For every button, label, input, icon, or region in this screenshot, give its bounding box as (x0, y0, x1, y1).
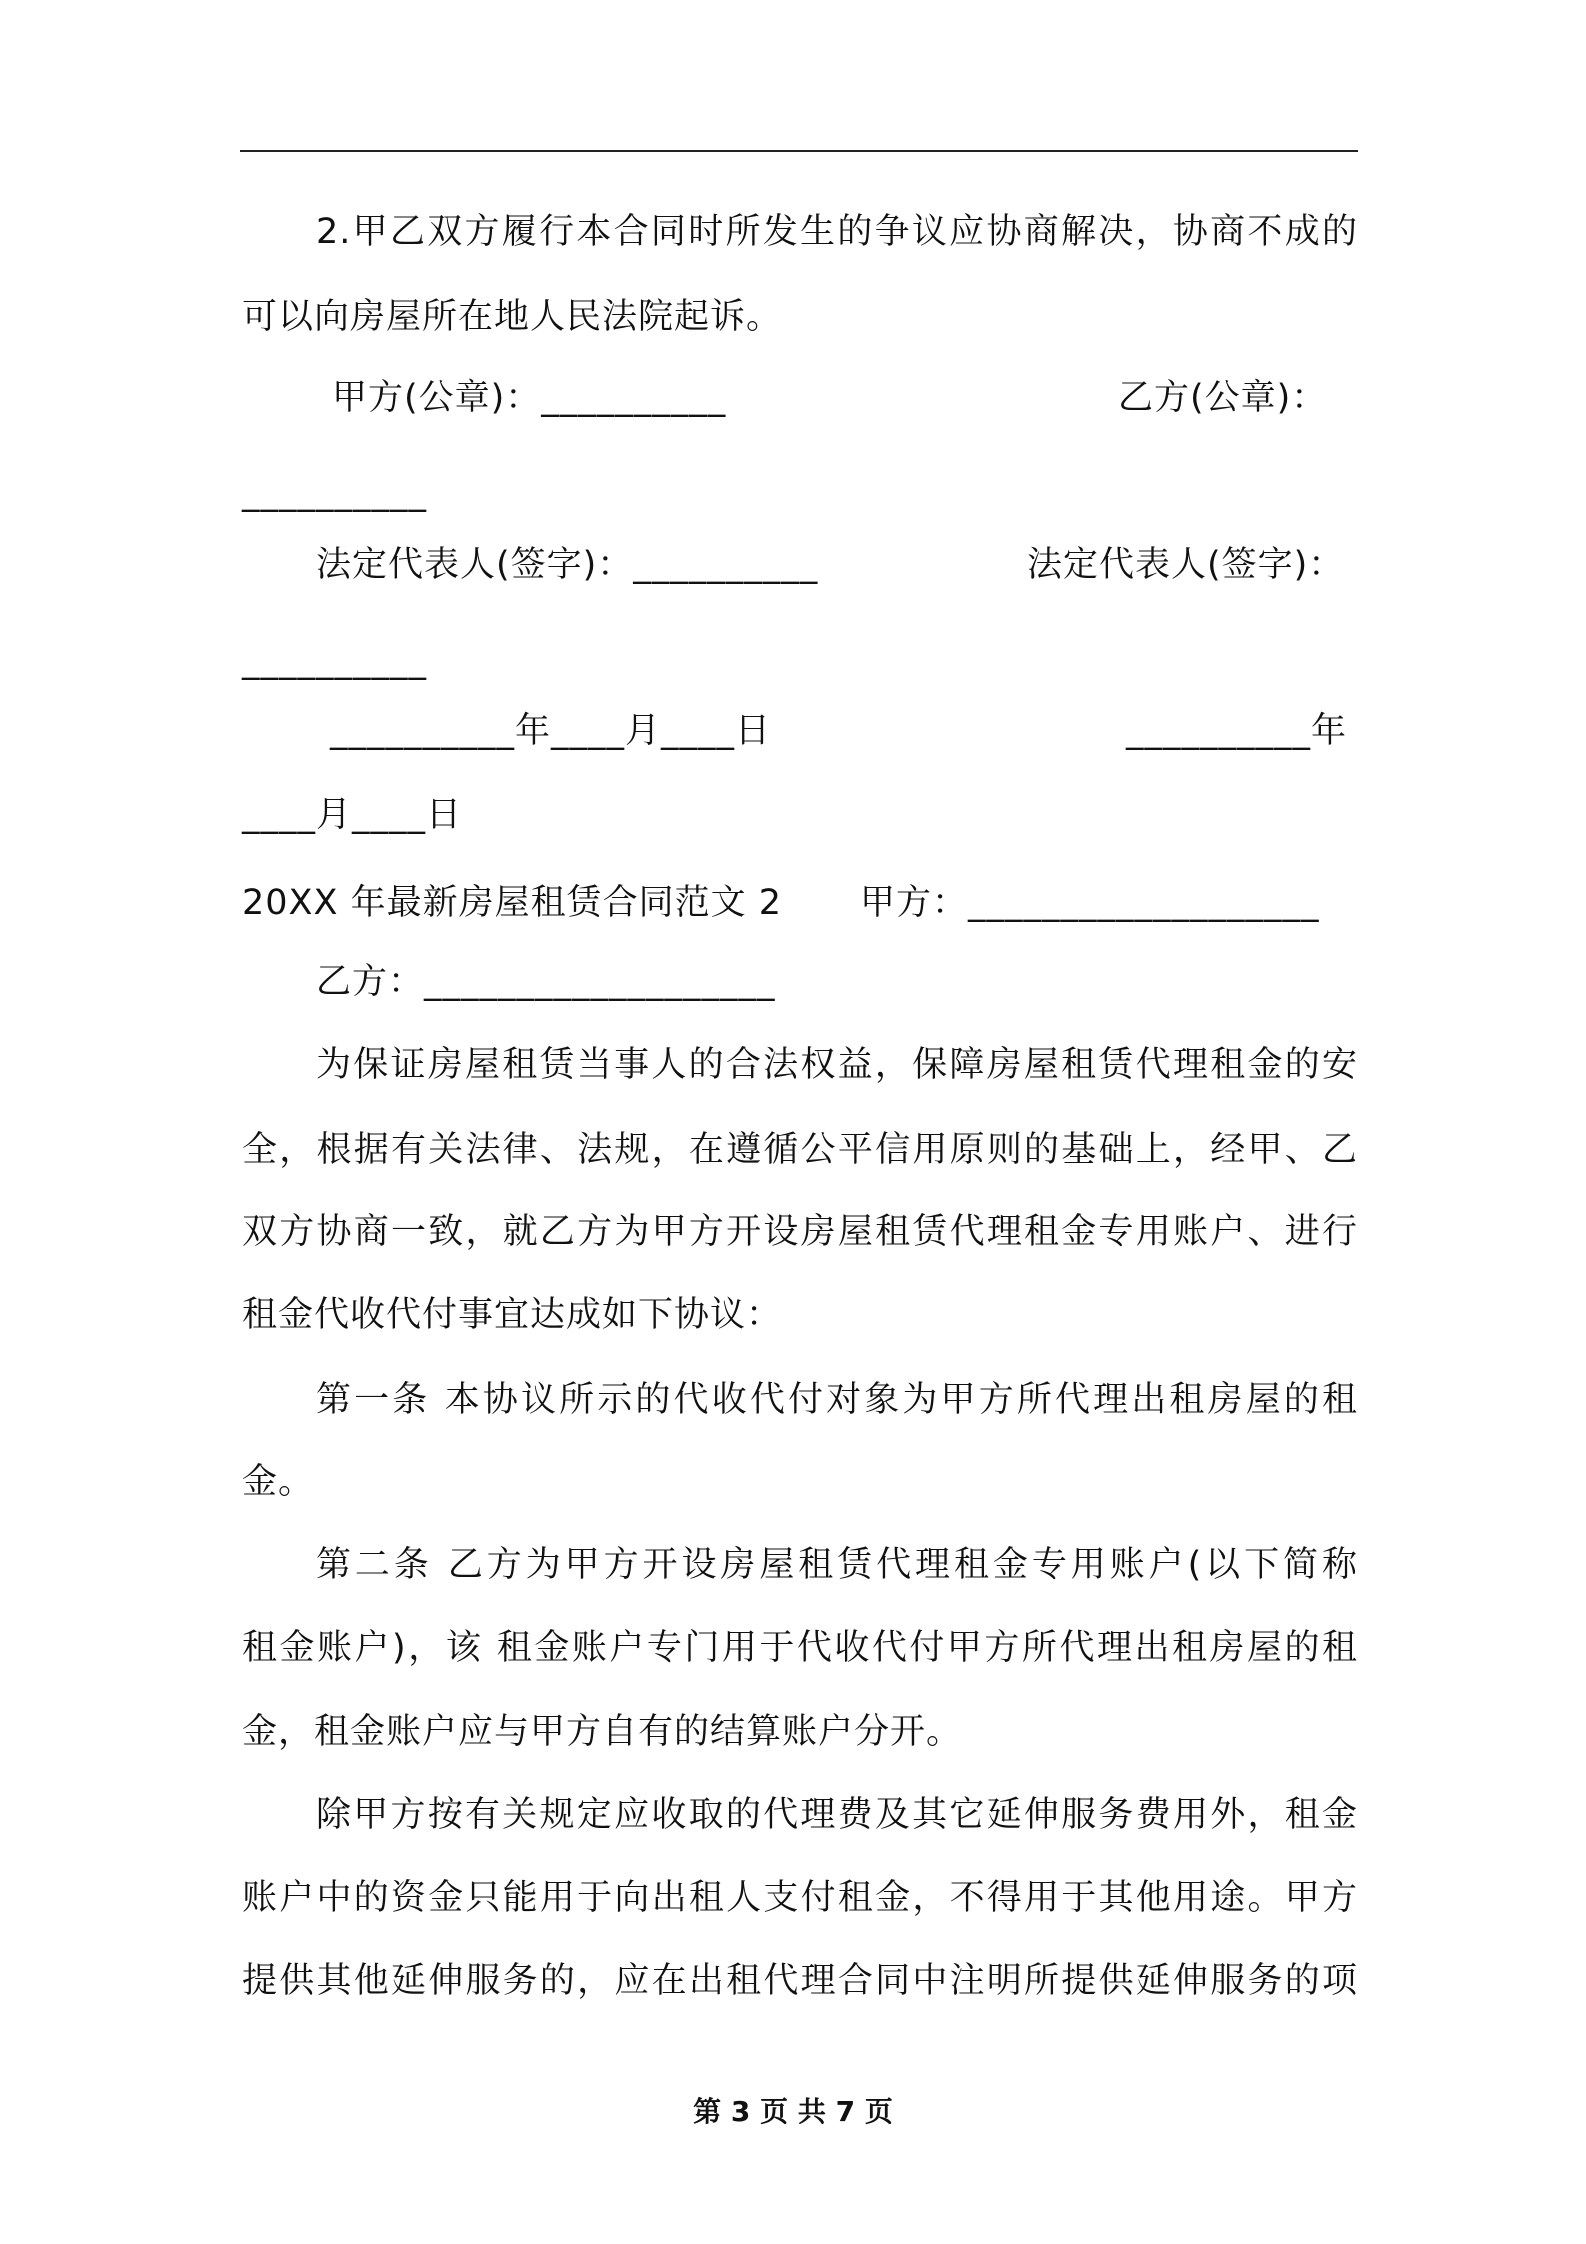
article-2-line: 第二条 乙方为甲方开设房屋租赁代理租金专用账户(以下简称 (316, 1545, 1358, 1585)
paragraph-line: 账户中的资金只能用于向出租人支付租金，不得用于其他用途。甲方 (242, 1878, 1358, 1918)
paragraph-line: 提供其他延伸服务的，应在出租代理合同中注明所提供延伸服务的项 (242, 1961, 1358, 2001)
date-a: __________年____月____日 (330, 711, 772, 751)
party-b-field: 乙方：___________________ (316, 962, 776, 1002)
paragraph-line: 可以向房屋所在地人民法院起诉。 (242, 297, 783, 337)
paragraph-line: 双方协商一致，就乙方为甲方开设房屋租赁代理租金专用账户、进行 (242, 1212, 1358, 1252)
paragraph-line: 为保证房屋租赁当事人的合法权益，保障房屋租赁代理租金的安 (316, 1045, 1358, 1085)
representative-blank: __________ (242, 641, 427, 681)
header-rule (240, 150, 1358, 152)
article-2-line: 金，租金账户应与甲方自有的结算账户分开。 (242, 1712, 963, 1752)
representative-b: 法定代表人(签字)： (1027, 545, 1345, 585)
article-1-line: 第一条 本协议所示的代收代付对象为甲方所代理出租房屋的租 (316, 1380, 1358, 1420)
article-1-line: 金。 (242, 1462, 315, 1502)
paragraph-line: 租金代收代付事宜达成如下协议： (242, 1295, 783, 1335)
signature-blank: __________ (242, 473, 427, 513)
paragraph-line: 除甲方按有关规定应收取的代理费及其它延伸服务费用外，租金 (316, 1795, 1358, 1835)
representative-a: 法定代表人(签字)：__________ (316, 545, 819, 585)
signature-party-b: 乙方(公章)： (1118, 378, 1328, 418)
date-blank: ____月____日 (242, 795, 463, 835)
document-title: 20XX 年最新房屋租赁合同范文 2 (242, 883, 783, 923)
signature-party-a: 甲方(公章)：__________ (332, 378, 727, 418)
paragraph-line: 全，根据有关法律、法规，在遵循公平信用原则的基础上，经甲、乙 (242, 1130, 1358, 1170)
page-number-footer: 第 3 页 共 7 页 (693, 2095, 893, 2128)
paragraph-line: 2.甲乙双方履行本合同时所发生的争议应协商解决，协商不成的 (316, 212, 1358, 252)
date-b: __________年 (1126, 711, 1348, 751)
article-2-line: 租金账户)，该 租金账户专门用于代收代付甲方所代理出租房屋的租 (242, 1628, 1358, 1668)
party-a-field: 甲方：___________________ (860, 883, 1320, 923)
